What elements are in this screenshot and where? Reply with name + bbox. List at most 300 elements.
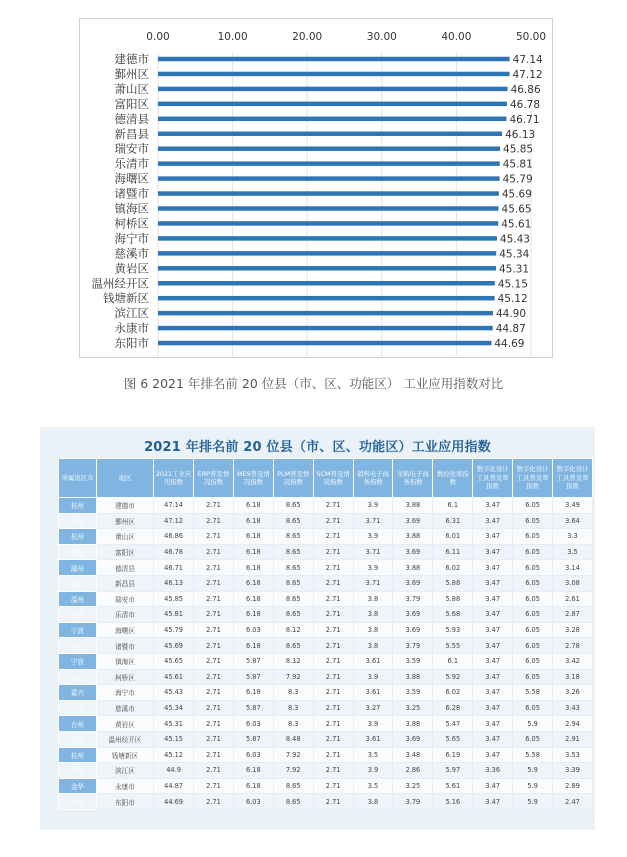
category-label: 瑞安市 xyxy=(114,141,149,156)
value-label: 45.79 xyxy=(502,173,533,186)
table-cell: 2.71 xyxy=(313,763,353,779)
table-cell: 5.58 xyxy=(513,747,553,763)
category-label: 温州经开区 xyxy=(91,276,149,291)
x-tick-label: 10.00 xyxy=(217,31,248,43)
category-label: 慈溪市 xyxy=(114,246,149,261)
table-cell: 5.9 xyxy=(513,778,553,794)
table-cell: 3.8 xyxy=(353,591,393,607)
table-cell: 2.71 xyxy=(194,498,234,514)
table-cell: 3.47 xyxy=(473,560,513,576)
table-cell: 3.79 xyxy=(393,591,433,607)
region-cell: 黄岩区 xyxy=(96,716,153,732)
table-cell: 2.71 xyxy=(313,622,353,638)
region-cell: 滨江区 xyxy=(96,763,153,779)
table-cell: 6.05 xyxy=(513,575,553,591)
table-cell: 5.68 xyxy=(433,607,473,623)
table-cell: 6.03 xyxy=(233,716,273,732)
city-cell: 杭州 xyxy=(59,529,97,545)
table-cell: 6.05 xyxy=(513,638,553,654)
category-label: 黄岩区 xyxy=(114,261,149,276)
bar xyxy=(158,206,499,211)
table-row xyxy=(59,575,593,591)
table-cell: 2.47 xyxy=(553,794,593,810)
table-header-cell: 数字化设计工具普及率指数 xyxy=(513,459,553,498)
table-cell: 2.71 xyxy=(194,778,234,794)
table-cell: 3.69 xyxy=(393,575,433,591)
table-cell: 2.71 xyxy=(313,591,353,607)
table-cell: 2.61 xyxy=(553,591,593,607)
table-cell: 6.05 xyxy=(513,622,553,638)
table-cell: 2.86 xyxy=(393,763,433,779)
table-cell: 3.9 xyxy=(353,560,393,576)
bar xyxy=(158,57,510,62)
table-cell: 2.71 xyxy=(194,716,234,732)
table-cell: 6.02 xyxy=(433,685,473,701)
table-cell: 3.79 xyxy=(393,794,433,810)
value-label: 45.43 xyxy=(499,233,530,246)
table-cell: 46.13 xyxy=(154,575,194,591)
region-cell: 镇海区 xyxy=(96,653,153,669)
bar xyxy=(158,281,495,286)
table-cell: 7.92 xyxy=(273,747,313,763)
table-cell: 2.71 xyxy=(313,529,353,545)
city-cell: 绍兴 xyxy=(59,638,97,654)
table-cell: 8.65 xyxy=(273,591,313,607)
table-cell: 3.9 xyxy=(353,498,393,514)
table-cell: 5.9 xyxy=(513,763,553,779)
table-header-cell: 数字化设计工具普及率指数 xyxy=(473,459,513,498)
bar xyxy=(158,326,493,331)
table-cell: 2.71 xyxy=(194,575,234,591)
table-cell: 8.65 xyxy=(273,778,313,794)
bar xyxy=(158,102,507,107)
table-cell: 2.71 xyxy=(313,607,353,623)
table-row xyxy=(59,731,593,747)
category-label: 鄞州区 xyxy=(114,66,149,81)
city-cell: 杭州 xyxy=(59,763,97,779)
table-cell: 6.18 xyxy=(233,685,273,701)
table-cell: 46.86 xyxy=(154,529,194,545)
table-row xyxy=(59,622,593,638)
value-label: 46.13 xyxy=(505,128,536,141)
value-label: 45.81 xyxy=(502,158,533,171)
value-label: 45.31 xyxy=(499,263,530,276)
region-cell: 诸暨市 xyxy=(96,638,153,654)
table-cell: 2.71 xyxy=(313,575,353,591)
table-cell: 3.47 xyxy=(473,794,513,810)
city-cell: 宁波 xyxy=(59,513,97,529)
table-row xyxy=(59,778,593,794)
table-row xyxy=(59,544,593,560)
table-cell: 45.79 xyxy=(154,622,194,638)
table-cell: 5.9 xyxy=(513,794,553,810)
table-cell: 8.65 xyxy=(273,560,313,576)
table-cell: 6.28 xyxy=(433,700,473,716)
table-cell: 8.65 xyxy=(273,498,313,514)
table-cell: 8.65 xyxy=(273,638,313,654)
category-label: 乐清市 xyxy=(114,156,149,171)
table-cell: 3.9 xyxy=(353,529,393,545)
table-cell: 6.01 xyxy=(433,529,473,545)
table-cell: 3.49 xyxy=(553,498,593,514)
table-cell: 7.92 xyxy=(273,669,313,685)
value-label: 47.12 xyxy=(512,68,543,81)
table-cell: 2.91 xyxy=(553,731,593,747)
table-row xyxy=(59,513,593,529)
table-cell: 3.47 xyxy=(473,638,513,654)
bar xyxy=(158,87,508,92)
table-cell: 3.8 xyxy=(353,794,393,810)
x-tick-label: 40.00 xyxy=(441,31,472,43)
table-cell: 8.48 xyxy=(273,731,313,747)
table-cell: 3.88 xyxy=(393,560,433,576)
table-cell: 3.39 xyxy=(553,763,593,779)
table-cell: 5.93 xyxy=(433,622,473,638)
table-cell: 3.27 xyxy=(353,700,393,716)
table-cell: 6.18 xyxy=(233,498,273,514)
table-cell: 3.88 xyxy=(393,529,433,545)
table-cell: 5.92 xyxy=(433,669,473,685)
table-cell: 6.05 xyxy=(513,669,553,685)
table-cell: 2.71 xyxy=(313,669,353,685)
region-cell: 鄞州区 xyxy=(96,513,153,529)
table-cell: 6.18 xyxy=(233,529,273,545)
table-cell: 3.9 xyxy=(353,716,393,732)
table-cell: 3.71 xyxy=(353,575,393,591)
table-cell: 5.87 xyxy=(233,700,273,716)
table-row xyxy=(59,794,593,810)
bar xyxy=(158,132,502,137)
region-cell: 钱塘新区 xyxy=(96,747,153,763)
table-cell: 5.87 xyxy=(233,731,273,747)
table-cell: 5.88 xyxy=(433,575,473,591)
table-cell: 3.47 xyxy=(473,716,513,732)
table-cell: 45.43 xyxy=(154,685,194,701)
table-cell: 8.65 xyxy=(273,794,313,810)
bar xyxy=(158,296,495,301)
bar xyxy=(158,311,493,316)
table-cell: 8.65 xyxy=(273,575,313,591)
value-label: 46.86 xyxy=(510,83,541,96)
table-cell: 6.03 xyxy=(233,622,273,638)
table-cell: 3.69 xyxy=(393,622,433,638)
table-cell: 3.61 xyxy=(353,731,393,747)
city-cell: 宁波 xyxy=(59,700,97,716)
city-cell: 金华 xyxy=(59,794,97,810)
table-header-cell: 数控化率指数 xyxy=(433,459,473,498)
table-cell: 2.71 xyxy=(194,529,234,545)
bar xyxy=(158,251,496,256)
category-label: 新昌县 xyxy=(114,126,149,141)
table-cell: 6.19 xyxy=(433,747,473,763)
category-label: 海曙区 xyxy=(114,171,149,186)
table-cell: 6.18 xyxy=(233,560,273,576)
table-cell: 3.3 xyxy=(553,529,593,545)
table-cell: 6.05 xyxy=(513,607,553,623)
category-label: 柯桥区 xyxy=(114,216,149,231)
table-cell: 3.14 xyxy=(553,560,593,576)
table-row xyxy=(59,685,593,701)
table-cell: 3.47 xyxy=(473,622,513,638)
category-label: 镇海区 xyxy=(114,201,149,216)
table-cell: 2.71 xyxy=(194,794,234,810)
city-cell: 杭州 xyxy=(59,498,97,514)
table-row xyxy=(59,700,593,716)
region-cell: 新昌县 xyxy=(96,575,153,591)
table-cell: 3.47 xyxy=(473,700,513,716)
region-cell: 乐清市 xyxy=(96,607,153,623)
table-cell: 47.14 xyxy=(154,498,194,514)
table-cell: 3.47 xyxy=(473,544,513,560)
table-cell: 6.18 xyxy=(233,763,273,779)
table-cell: 5.58 xyxy=(513,685,553,701)
table-cell: 45.81 xyxy=(154,607,194,623)
table-cell: 3.79 xyxy=(393,638,433,654)
bar xyxy=(158,221,498,226)
table-header-cell: 2021工业应用指数 xyxy=(154,459,194,498)
table-cell: 3.69 xyxy=(393,544,433,560)
table-cell: 8.12 xyxy=(273,653,313,669)
table-cell: 8.12 xyxy=(273,622,313,638)
figure-caption: 图 6 2021 年排名前 20 位县（市、区、功能区） 工业应用指数对比 xyxy=(123,376,504,391)
region-cell: 萧山区 xyxy=(96,529,153,545)
table-cell: 6.11 xyxy=(433,544,473,560)
table-cell: 6.18 xyxy=(233,591,273,607)
bar-chart xyxy=(79,18,553,358)
table-cell: 3.8 xyxy=(353,607,393,623)
bar xyxy=(158,161,500,166)
table-cell: 2.71 xyxy=(313,685,353,701)
category-label: 滨江区 xyxy=(114,306,149,321)
table-cell: 3.71 xyxy=(353,544,393,560)
table-cell: 2.71 xyxy=(313,731,353,747)
city-cell: 绍兴 xyxy=(59,575,97,591)
table-cell: 45.34 xyxy=(154,700,194,716)
table-cell: 5.16 xyxy=(433,794,473,810)
table-cell: 2.94 xyxy=(553,716,593,732)
value-label: 45.34 xyxy=(499,248,530,261)
table-cell: 6.05 xyxy=(513,544,553,560)
table-cell: 3.8 xyxy=(353,622,393,638)
table-cell: 45.69 xyxy=(154,638,194,654)
table-row xyxy=(59,716,593,732)
region-cell: 富阳区 xyxy=(96,544,153,560)
table-cell: 5.47 xyxy=(433,716,473,732)
table-panel xyxy=(40,427,595,830)
category-label: 建德市 xyxy=(114,52,149,66)
region-cell: 东阳市 xyxy=(96,794,153,810)
table-cell: 2.78 xyxy=(553,638,593,654)
table-cell: 6.31 xyxy=(433,513,473,529)
x-tick-label: 30.00 xyxy=(366,31,397,43)
table-cell: 6.05 xyxy=(513,591,553,607)
table-cell: 2.71 xyxy=(194,607,234,623)
table-cell: 2.71 xyxy=(194,731,234,747)
table-cell: 2.71 xyxy=(313,638,353,654)
table-cell: 45.15 xyxy=(154,731,194,747)
table-cell: 45.61 xyxy=(154,669,194,685)
table-cell: 3.47 xyxy=(473,778,513,794)
table-cell: 8.65 xyxy=(273,513,313,529)
table-cell: 3.18 xyxy=(553,669,593,685)
category-label: 海宁市 xyxy=(114,231,149,246)
region-cell: 建德市 xyxy=(96,498,153,514)
table-cell: 46.71 xyxy=(154,560,194,576)
table-row xyxy=(59,607,593,623)
table-cell: 3.88 xyxy=(393,716,433,732)
table-cell: 2.71 xyxy=(194,763,234,779)
city-cell: 温州 xyxy=(59,607,97,623)
table-cell: 2.71 xyxy=(313,778,353,794)
bar xyxy=(158,236,497,241)
bar xyxy=(158,117,506,122)
table-cell: 3.5 xyxy=(353,778,393,794)
table-header-cell: ERP普及情况指数 xyxy=(194,459,234,498)
table-cell: 3.47 xyxy=(473,591,513,607)
table-cell: 2.71 xyxy=(194,747,234,763)
table-cell: 5.88 xyxy=(433,591,473,607)
table-cell: 2.87 xyxy=(553,607,593,623)
table-cell: 3.42 xyxy=(553,653,593,669)
table-header-row xyxy=(59,459,593,498)
value-label: 45.65 xyxy=(501,203,532,216)
table-cell: 2.71 xyxy=(194,653,234,669)
table-cell: 5.55 xyxy=(433,638,473,654)
table-cell: 6.1 xyxy=(433,498,473,514)
table-cell: 2.71 xyxy=(194,669,234,685)
table-cell: 8.3 xyxy=(273,685,313,701)
value-label: 44.87 xyxy=(495,323,526,336)
region-cell: 海宁市 xyxy=(96,685,153,701)
table-cell: 3.47 xyxy=(473,607,513,623)
table-cell: 2.71 xyxy=(313,653,353,669)
x-tick-label: 0.00 xyxy=(146,31,170,43)
value-label: 46.71 xyxy=(509,113,540,126)
table-cell: 6.18 xyxy=(233,638,273,654)
table-cell: 44.9 xyxy=(154,763,194,779)
region-cell: 柯桥区 xyxy=(96,669,153,685)
city-cell: 宁波 xyxy=(59,653,97,669)
table-cell: 3.25 xyxy=(393,778,433,794)
category-label: 萧山区 xyxy=(114,81,149,96)
table-cell: 2.71 xyxy=(194,700,234,716)
city-cell: 绍兴 xyxy=(59,669,97,685)
table-cell: 45.65 xyxy=(154,653,194,669)
bar-chart-svg xyxy=(80,19,554,359)
bar xyxy=(158,146,500,151)
table-cell: 2.71 xyxy=(313,560,353,576)
table-cell: 2.71 xyxy=(194,622,234,638)
table-cell: 2.71 xyxy=(313,544,353,560)
value-label: 44.69 xyxy=(494,338,525,351)
table-row xyxy=(59,498,593,514)
table-cell: 2.89 xyxy=(553,778,593,794)
table-cell: 2.71 xyxy=(313,498,353,514)
table-cell: 5.87 xyxy=(233,669,273,685)
table-row xyxy=(59,591,593,607)
region-cell: 温州经开区 xyxy=(96,731,153,747)
table-cell: 3.26 xyxy=(553,685,593,701)
table-cell: 3.43 xyxy=(553,700,593,716)
city-cell: 金华 xyxy=(59,778,97,794)
table-row xyxy=(59,638,593,654)
table-cell: 3.5 xyxy=(353,747,393,763)
city-cell: 温州 xyxy=(59,591,97,607)
table-row xyxy=(59,529,593,545)
table-cell: 46.78 xyxy=(154,544,194,560)
bar xyxy=(158,266,496,271)
region-cell: 海曙区 xyxy=(96,622,153,638)
table-cell: 6.1 xyxy=(433,653,473,669)
table-cell: 8.65 xyxy=(273,529,313,545)
table-cell: 6.05 xyxy=(513,498,553,514)
table-cell: 3.47 xyxy=(473,513,513,529)
value-label: 45.15 xyxy=(497,278,528,291)
table-header-cell: 所属设区市 xyxy=(59,459,97,498)
region-cell: 瑞安市 xyxy=(96,591,153,607)
x-tick-label: 20.00 xyxy=(292,31,323,43)
table-header-cell: MES普及情况指数 xyxy=(233,459,273,498)
table-cell: 3.47 xyxy=(473,685,513,701)
city-cell: 台州 xyxy=(59,716,97,732)
table-cell: 6.18 xyxy=(233,513,273,529)
table-header-cell: SCM普及情况指数 xyxy=(313,459,353,498)
table-cell: 3.88 xyxy=(393,669,433,685)
category-label: 诸暨市 xyxy=(114,186,149,201)
city-cell: 杭州 xyxy=(59,747,97,763)
table-cell: 3.47 xyxy=(473,653,513,669)
table-cell: 3.47 xyxy=(473,575,513,591)
table-cell: 3.61 xyxy=(353,685,393,701)
region-cell: 慈溪市 xyxy=(96,700,153,716)
table-cell: 3.59 xyxy=(393,685,433,701)
category-label: 钱塘新区 xyxy=(103,291,149,306)
table-row xyxy=(59,560,593,576)
table-cell: 44.87 xyxy=(154,778,194,794)
table-cell: 2.71 xyxy=(313,747,353,763)
table-cell: 3.59 xyxy=(393,653,433,669)
value-label: 47.14 xyxy=(512,54,543,66)
value-label: 46.78 xyxy=(509,98,541,111)
table-cell: 3.64 xyxy=(553,513,593,529)
table-header-cell: PLM普及情况指数 xyxy=(273,459,313,498)
table-cell: 2.71 xyxy=(313,700,353,716)
table-cell: 8.65 xyxy=(273,544,313,560)
table-cell: 45.31 xyxy=(154,716,194,732)
bar xyxy=(158,72,510,77)
value-label: 45.61 xyxy=(501,218,532,231)
category-label: 东阳市 xyxy=(114,336,149,351)
table-cell: 3.36 xyxy=(473,763,513,779)
table-cell: 45.85 xyxy=(154,591,194,607)
table-cell: 3.47 xyxy=(473,731,513,747)
table-cell: 2.71 xyxy=(194,638,234,654)
table-title: 2021 年排名前 20 位县（市、区、功能区）工业应用指数 xyxy=(144,440,491,455)
city-cell: 温州 xyxy=(59,731,97,747)
city-cell: 杭州 xyxy=(59,544,97,560)
table-cell: 3.9 xyxy=(353,763,393,779)
table-cell: 2.71 xyxy=(194,591,234,607)
table-cell: 2.71 xyxy=(313,794,353,810)
table-cell: 6.05 xyxy=(513,700,553,716)
table-header-cell: 数字化设计工具普及率指数 xyxy=(553,459,593,498)
table-cell: 5.61 xyxy=(433,778,473,794)
table-row xyxy=(59,763,593,779)
x-tick-label: 50.00 xyxy=(515,31,547,43)
table-cell: 5.65 xyxy=(433,731,473,747)
bar xyxy=(158,341,491,346)
table-cell: 2.71 xyxy=(313,513,353,529)
